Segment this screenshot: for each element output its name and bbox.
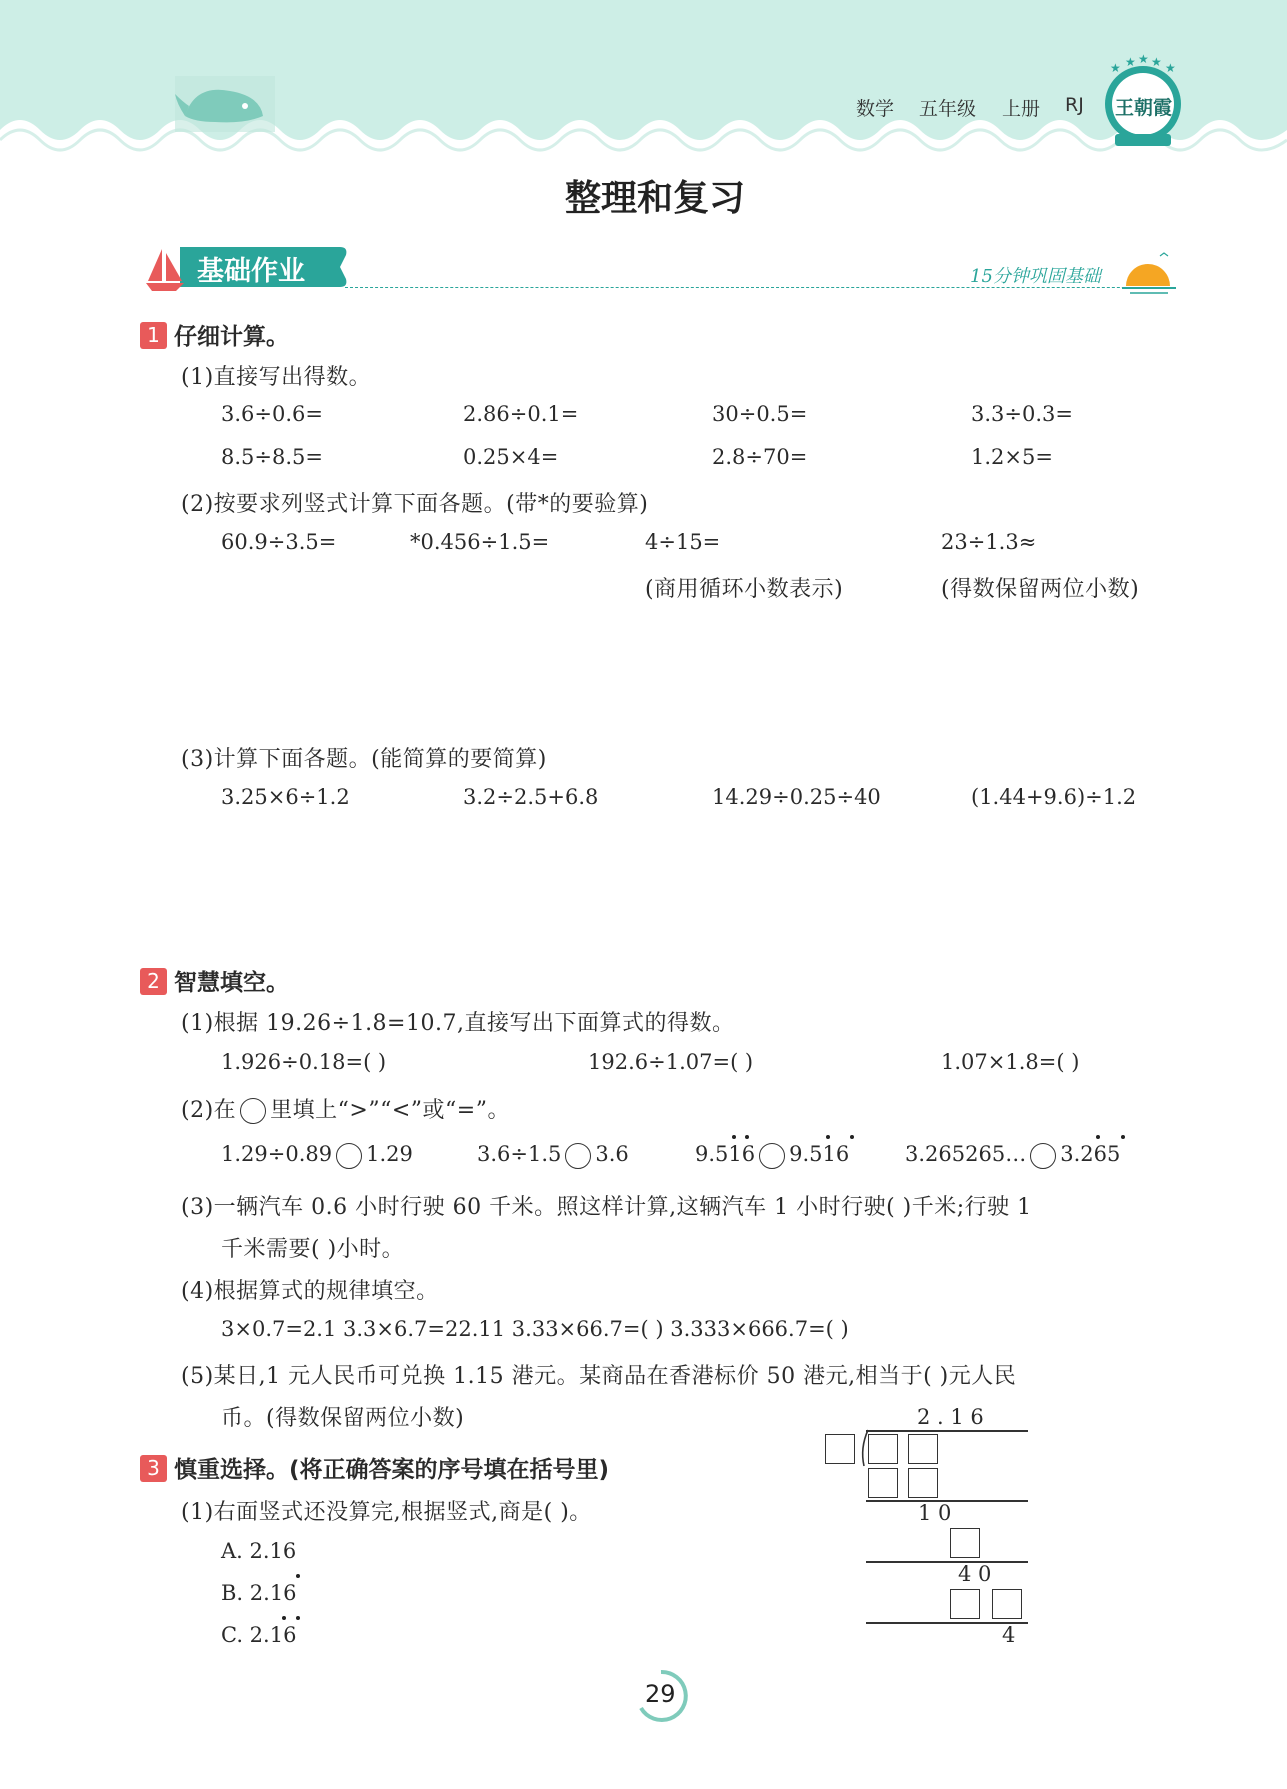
- product-box[interactable]: [908, 1468, 938, 1498]
- compare-right: 9.516: [789, 1142, 850, 1166]
- repeat-dot: [745, 1135, 749, 1139]
- q3-heading: [140, 1451, 609, 1484]
- compare-left: 1.29÷0.89: [221, 1142, 333, 1166]
- division-remainder: 4 0: [958, 1562, 992, 1586]
- q2-heading: [140, 964, 289, 997]
- repeat-dot: [732, 1135, 736, 1139]
- sunset-icon: [1122, 250, 1178, 296]
- compare-circle[interactable]: [759, 1143, 785, 1169]
- q2-p3-line1: (3)一辆汽车 0.6 小时行驶 60 千米。照这样计算,这辆汽车 1 小时行驶( )千米;行驶 1: [181, 1195, 1032, 1220]
- section-label: 基础作业: [197, 256, 305, 287]
- svg-text:★: ★: [1165, 61, 1176, 75]
- svg-text:★: ★: [1125, 55, 1136, 69]
- q2-p5-line1: (5)某日,1 元人民币可兑换 1.15 港元。某商品在香港标价 50 港元,相当于( )元人民: [181, 1364, 1017, 1389]
- q1-p1-item: 0.25×4=: [463, 445, 559, 469]
- q1-p2-note: (商用循环小数表示): [645, 577, 844, 602]
- q2-p2-item: [905, 1142, 1120, 1169]
- division-remainder: 4: [1002, 1623, 1016, 1647]
- dividend-box[interactable]: [908, 1434, 938, 1464]
- q2-p5-line2: 币。(得数保留两位小数): [221, 1406, 465, 1431]
- dividend-box[interactable]: [868, 1434, 898, 1464]
- q2-p2-label-a: (2)在: [181, 1098, 237, 1123]
- q1-p3-item: 3.25×6÷1.2: [221, 785, 350, 809]
- product-box[interactable]: [950, 1528, 980, 1558]
- repeat-dot: [850, 1135, 854, 1139]
- q1-p2-item: *0.456÷1.5=: [410, 530, 550, 554]
- q1-heading: [140, 318, 289, 351]
- q1-p1-item: 8.5÷8.5=: [221, 445, 323, 469]
- product-box[interactable]: [950, 1589, 980, 1619]
- q2-p1-item: 192.6÷1.07=( ): [588, 1050, 754, 1074]
- q1-p1-item: 30÷0.5=: [712, 402, 808, 426]
- page-title: 整理和复习: [565, 178, 746, 219]
- division-line: [866, 1561, 1028, 1563]
- product-box[interactable]: [868, 1468, 898, 1498]
- q2-p2-label: [181, 1093, 510, 1124]
- q3-option-c: C. 2.16: [221, 1623, 297, 1647]
- division-quotient: 2 . 1 6: [917, 1405, 984, 1429]
- q3-number: 3: [140, 1455, 167, 1482]
- q1-p3-item: (1.44+9.6)÷1.2: [971, 785, 1137, 809]
- compare-circle[interactable]: [336, 1143, 362, 1169]
- q1-p3-item: 14.29÷0.25÷40: [712, 785, 881, 809]
- q2-number: 2: [140, 968, 167, 995]
- q1-number: 1: [140, 322, 167, 349]
- repeat-dot: [826, 1135, 830, 1139]
- svg-text:★: ★: [1138, 52, 1149, 66]
- q3-title: 慎重选择。(将正确答案的序号填在括号里): [174, 1457, 610, 1483]
- q1-p1-item: 1.2×5=: [971, 445, 1053, 469]
- q1-p1-item: 3.6÷0.6=: [221, 402, 323, 426]
- compare-left: 3.265265…: [905, 1142, 1027, 1166]
- q1-p3-item: 3.2÷2.5+6.8: [463, 785, 599, 809]
- q1-p1-item: 3.3÷0.3=: [971, 402, 1073, 426]
- repeat-dot: [296, 1574, 300, 1578]
- svg-text:★: ★: [1151, 55, 1162, 69]
- compare-circle-icon: [240, 1098, 266, 1124]
- q1-p2-item: 4÷15=: [645, 530, 721, 554]
- repeat-dot: [296, 1616, 300, 1620]
- q1-part3-label: (3)计算下面各题。(能简算的要简算): [181, 747, 547, 772]
- volume: 上册: [1002, 98, 1041, 120]
- q1-p1-item: 2.8÷70=: [712, 445, 808, 469]
- whale-icon: [175, 76, 275, 132]
- q3-option-b: B. 2.16: [221, 1581, 297, 1605]
- q2-p2-item: [477, 1142, 629, 1169]
- brand-logo: [1103, 52, 1183, 148]
- q1-p2-item: 60.9÷3.5=: [221, 530, 337, 554]
- compare-right: 3.6: [595, 1142, 629, 1166]
- divisor-box[interactable]: [825, 1434, 855, 1464]
- edition: RJ: [1065, 94, 1084, 116]
- q2-p4-label: (4)根据算式的规律填空。: [181, 1279, 439, 1304]
- compare-left: 3.6÷1.5: [477, 1142, 562, 1166]
- q2-p1-label: (1)根据 19.26÷1.8=10.7,直接写出下面算式的得数。: [181, 1011, 735, 1036]
- repeat-dot: [282, 1616, 286, 1620]
- compare-left: 9.516: [695, 1142, 756, 1166]
- q2-p4-line: 3×0.7=2.1 3.3×6.7=22.11 3.33×66.7=( ) 3.333×666.7=( ): [221, 1317, 849, 1341]
- division-bar: [866, 1430, 1028, 1432]
- q3-option-a: A. 2.16: [221, 1539, 297, 1563]
- compare-circle[interactable]: [565, 1143, 591, 1169]
- product-box[interactable]: [992, 1589, 1022, 1619]
- subject: 数学: [856, 98, 895, 120]
- repeat-dot: [1121, 1135, 1125, 1139]
- q3-p1-label: (1)右面竖式还没算完,根据竖式,商是( )。: [181, 1500, 592, 1525]
- q2-title: 智慧填空。: [174, 970, 289, 996]
- q2-p1-item: 1.926÷0.18=( ): [221, 1050, 387, 1074]
- q1-p2-note: (得数保留两位小数): [941, 577, 1140, 602]
- brand-name: 王朝霞: [1115, 97, 1173, 119]
- page-number: 29: [645, 1680, 676, 1708]
- grade: 五年级: [919, 98, 977, 120]
- section-tagline: 15分钟巩固基础: [970, 266, 1101, 287]
- q2-p3-line2: 千米需要( )小时。: [221, 1237, 405, 1262]
- svg-text:★: ★: [1110, 61, 1121, 75]
- q2-p2-item: [695, 1142, 849, 1169]
- repeat-dot: [1096, 1135, 1100, 1139]
- q2-p2-item: [221, 1142, 413, 1169]
- q2-p1-item: 1.07×1.8=( ): [941, 1050, 1080, 1074]
- q1-part2-label: (2)按要求列竖式计算下面各题。(带*的要验算): [181, 492, 649, 517]
- q1-part1-label: (1)直接写出得数。: [181, 365, 372, 390]
- q1-p1-item: 2.86÷0.1=: [463, 402, 579, 426]
- compare-right: 1.29: [366, 1142, 413, 1166]
- compare-circle[interactable]: [1030, 1143, 1056, 1169]
- q1-p2-item: 23÷1.3≈: [941, 530, 1037, 554]
- compare-right: 3.265: [1060, 1142, 1121, 1166]
- q2-p2-label-b: 里填上“>”“<”或“=”。: [270, 1098, 510, 1123]
- q1-title: 仔细计算。: [174, 324, 289, 350]
- division-remainder: 1 0: [918, 1501, 952, 1525]
